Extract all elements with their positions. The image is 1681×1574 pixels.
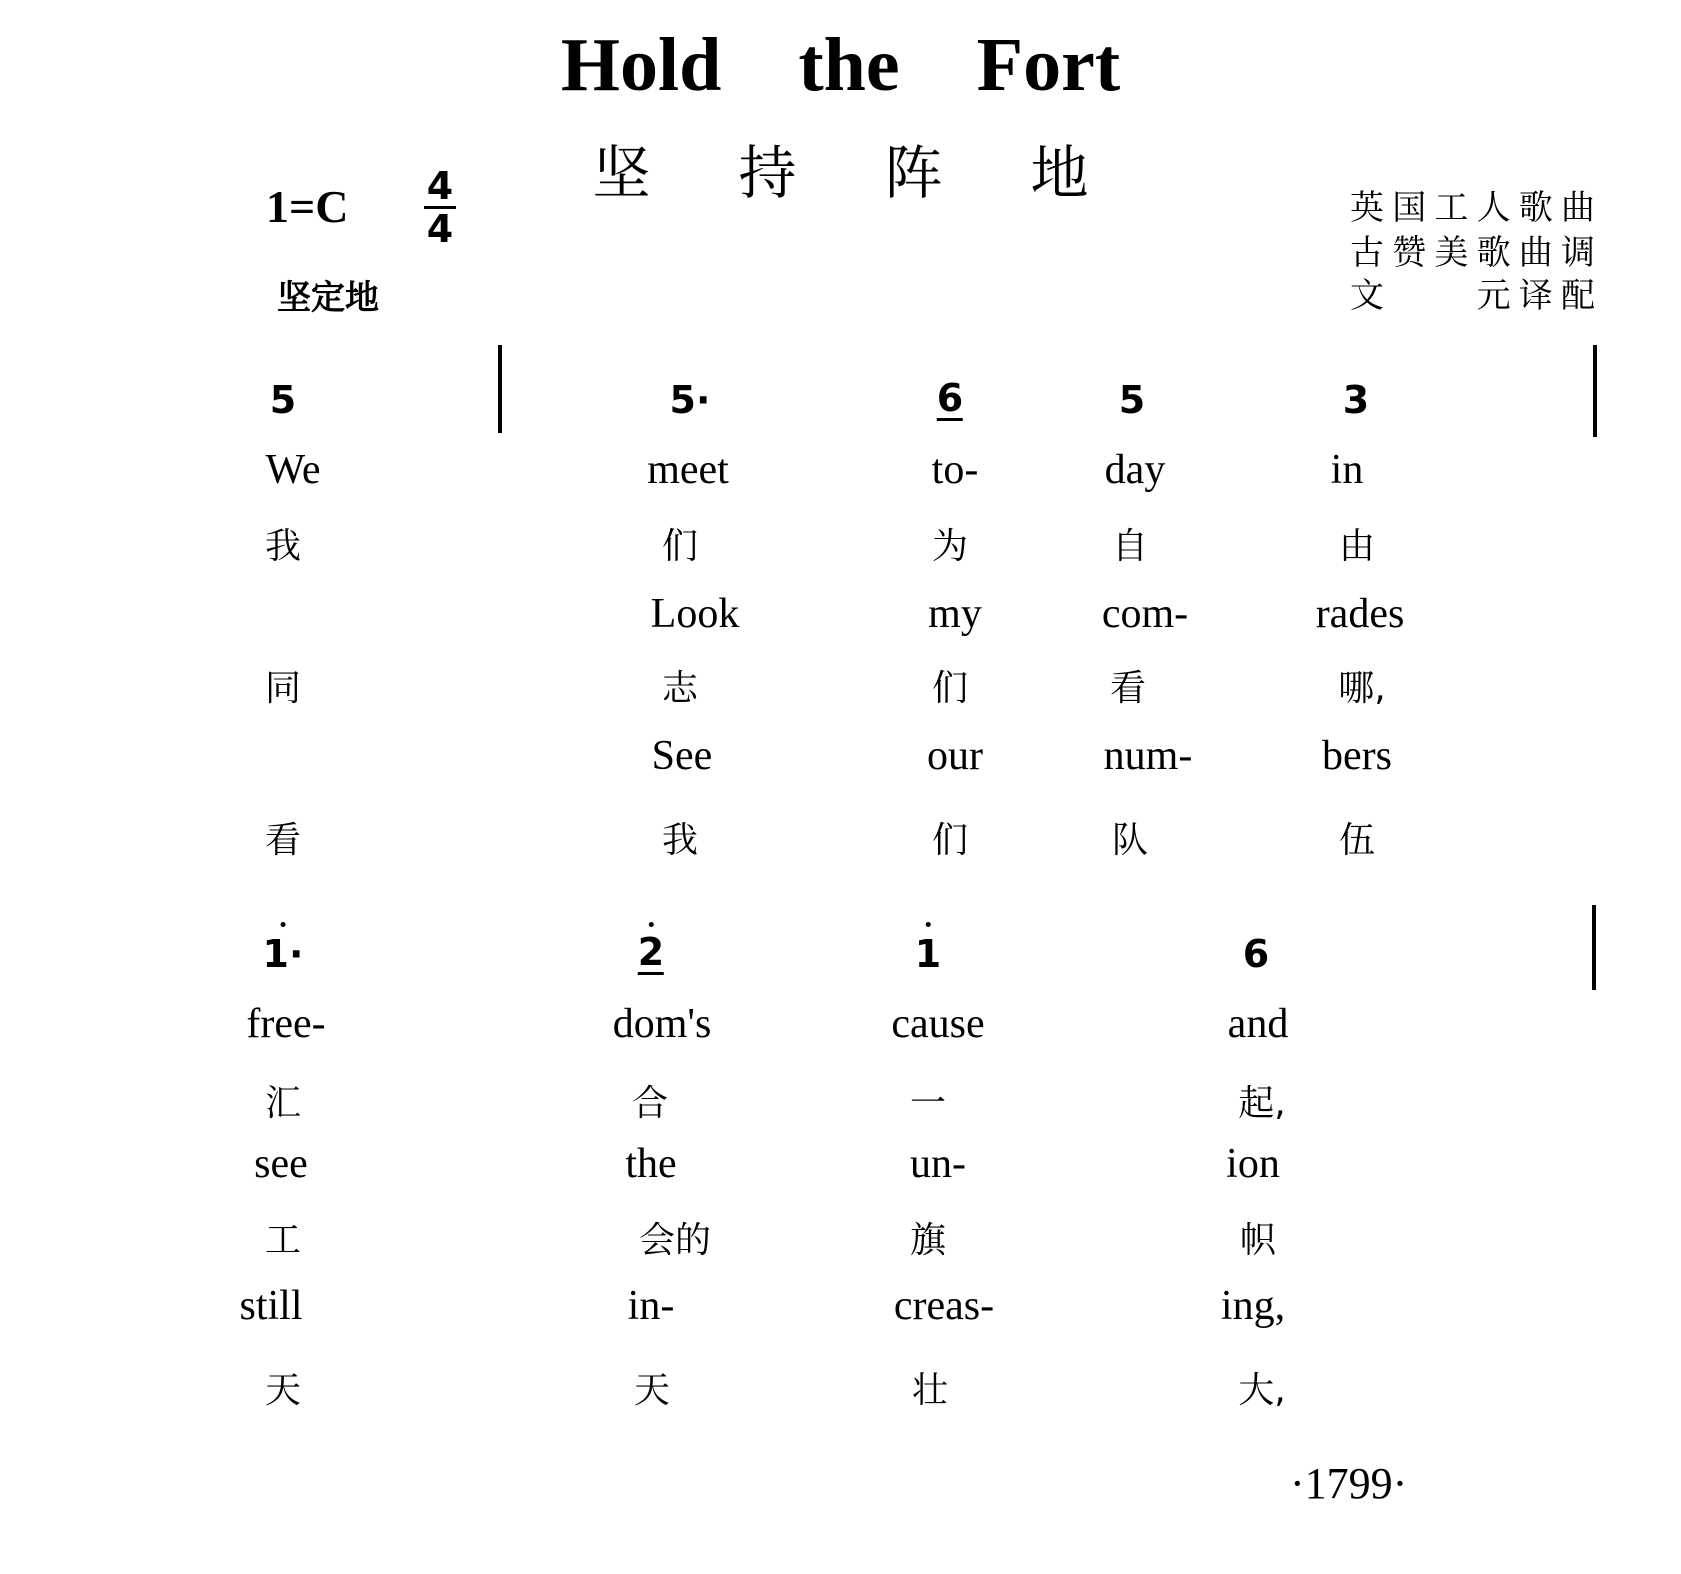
high-octave-dot [281, 922, 286, 927]
note: 6 [936, 376, 964, 420]
note: 5· [669, 378, 711, 422]
lyric-en: rades [1315, 591, 1405, 637]
time-signature [420, 166, 460, 249]
lyric-en: bers [1322, 733, 1392, 779]
lyric-en: cause [891, 1001, 985, 1047]
lyric-zh: 一 [909, 1083, 947, 1124]
note: 5 [269, 378, 297, 422]
lyric-zh: 自 [1111, 526, 1149, 567]
barline [1593, 345, 1597, 437]
lyric-en: un- [910, 1141, 966, 1187]
lyric-en: our [927, 733, 983, 779]
barline [1592, 905, 1596, 990]
song-subtitle: 坚持阵地 [592, 139, 1177, 207]
lyric-zh: 们 [931, 668, 969, 709]
lyric-en: num- [1103, 733, 1193, 779]
barline [498, 345, 502, 433]
note [915, 932, 941, 976]
lyric-en: free- [246, 1001, 326, 1047]
lyric-zh: 合 [631, 1083, 669, 1124]
lyric-zh: 大, [1238, 1370, 1286, 1411]
lyric-zh: 们 [661, 526, 699, 567]
lyric-zh: 天 [264, 1370, 302, 1411]
lyric-en: meet [647, 447, 729, 493]
lyric-en: my [928, 591, 982, 637]
lyric-zh: 工 [264, 1220, 302, 1261]
high-octave-dot [649, 922, 654, 927]
high-octave-dot [926, 922, 931, 927]
note: 3 [1342, 378, 1370, 422]
lyric-zh: 起, [1238, 1083, 1286, 1124]
lyric-zh: 壮 [911, 1370, 949, 1411]
note [638, 932, 664, 975]
lyric-en: the [625, 1141, 677, 1187]
credit-origin: 英国工人歌曲 [1350, 188, 1595, 228]
lyric-en: ing, [1220, 1283, 1286, 1329]
credit-melody: 古赞美歌曲调 [1350, 233, 1595, 273]
lyric-en: in [1330, 447, 1364, 493]
lyric-zh: 帜 [1239, 1220, 1277, 1261]
lyric-zh: 们 [931, 820, 969, 861]
tempo-marking: 坚定地 [277, 278, 379, 318]
lyric-zh: 看 [1109, 668, 1147, 709]
lyric-zh: 天 [633, 1370, 671, 1411]
lyric-zh: 会的 [638, 1220, 712, 1261]
lyric-zh: 哪, [1338, 668, 1386, 709]
time-signature-top: 4 [426, 164, 454, 208]
page-number: ·1799· [1290, 1459, 1408, 1508]
lyric-zh: 我 [264, 526, 302, 567]
lyric-zh: 旗 [909, 1220, 947, 1261]
lyric-zh: 同 [264, 668, 302, 709]
lyric-en: dom's [612, 1001, 712, 1047]
lyric-en: see [254, 1141, 308, 1187]
lyric-en: to- [931, 447, 979, 493]
lyric-zh: 为 [931, 526, 969, 567]
note-value: 2 [637, 930, 665, 974]
note: 5 [1118, 378, 1146, 422]
lyric-en: See [651, 733, 713, 779]
lyric-en: still [239, 1283, 303, 1329]
key-signature: 1=C [266, 181, 349, 232]
note-value: 1· [262, 932, 304, 976]
credit-translator: 文 元译配 [1350, 276, 1595, 316]
lyric-zh: 志 [661, 668, 699, 709]
note [263, 932, 304, 976]
lyric-zh: 我 [661, 820, 699, 861]
lyric-en: We [265, 447, 321, 493]
time-signature-bottom: 4 [426, 207, 454, 251]
note: 6 [1242, 932, 1270, 976]
note-value: 1 [914, 932, 942, 976]
lyric-en: ion [1226, 1141, 1280, 1187]
song-title: Hold the Fort [560, 23, 1121, 107]
lyric-zh: 队 [1111, 820, 1149, 861]
lyric-en: Look [650, 591, 740, 637]
lyric-en: and [1227, 1001, 1289, 1047]
lyric-zh: 看 [264, 820, 302, 861]
lyric-zh: 伍 [1338, 820, 1376, 861]
lyric-en: day [1104, 447, 1166, 493]
lyric-en: com- [1101, 591, 1189, 637]
lyric-zh: 由 [1338, 526, 1376, 567]
lyric-en: creas- [893, 1283, 995, 1329]
lyric-zh: 汇 [264, 1083, 302, 1124]
lyric-en: in- [627, 1283, 675, 1329]
